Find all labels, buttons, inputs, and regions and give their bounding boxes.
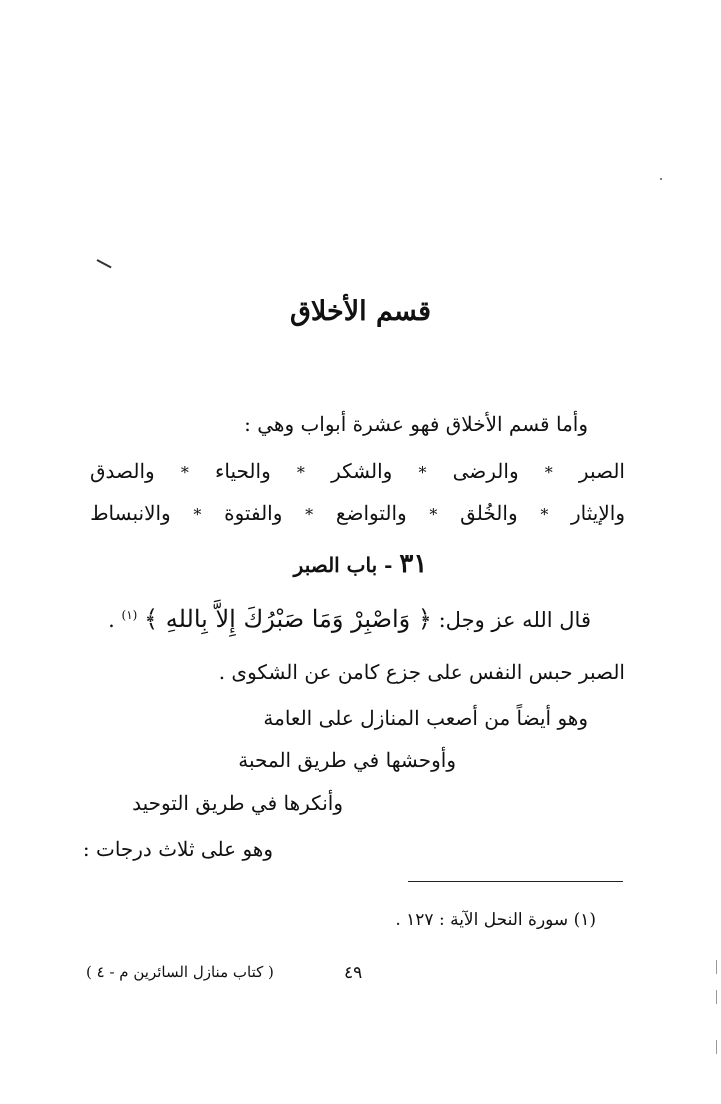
chapter-heading [0, 549, 721, 579]
definition-line: الصبر حبس النفس على جزع كامن عن الشكوى . [218, 660, 625, 684]
text-line: وأوحشها في طريق المحبة [238, 748, 456, 772]
separator-star: * [429, 505, 438, 524]
intro-line: وأما قسم الأخلاق فهو عشرة أبواب وهي : [244, 412, 588, 436]
separator-star: * [540, 505, 549, 524]
page-number: ٤٩ [344, 963, 363, 983]
separator-star: * [544, 463, 553, 482]
virtue-item: والتواضع [335, 501, 407, 525]
virtues-row-1 [90, 459, 625, 483]
separator-star: * [296, 463, 305, 482]
footnote: (١) سورة النحل الآية : ١٢٧ . [395, 910, 596, 930]
virtue-item: والحياء [214, 459, 271, 483]
virtue-item: والفتوة [224, 501, 283, 525]
separator-star: * [418, 463, 427, 482]
footnote-reference: (١) [121, 608, 138, 622]
virtue-item: والإيثار [571, 501, 625, 525]
quran-intro: قال الله عز وجل: [438, 608, 591, 632]
book-reference: ( كتاب منازل السائرين م - ٤ ) [86, 963, 274, 981]
scan-edge-mark [716, 960, 717, 974]
text-line: وأنكرها في طريق التوحيد [132, 791, 343, 815]
quran-citation [108, 605, 591, 633]
scan-stroke [97, 259, 112, 268]
virtue-item: والشكر [331, 459, 393, 483]
virtue-item: والرضى [452, 459, 519, 483]
virtue-item: والصدق [90, 459, 155, 483]
section-title: قسم الأخلاق [289, 296, 431, 327]
virtue-item: الصبر [578, 459, 625, 483]
text-line: وهو أيضاً من أصعب المنازل على العامة [263, 706, 588, 730]
chapter-title: - باب الصبر [293, 553, 393, 577]
scan-edge-mark [716, 1040, 717, 1054]
quran-verse: ﴿ وَاصْبِرْ وَمَا صَبْرُكَ إِلاَّ بِاللهِ ﴾ [144, 605, 432, 633]
virtue-item: والخُلق [460, 501, 518, 525]
scan-speck [660, 178, 662, 180]
virtue-item: والانبساط [90, 501, 171, 525]
quran-period: . [108, 608, 115, 632]
separator-star: * [305, 505, 314, 524]
chapter-number: ٣١ [399, 549, 428, 579]
footnote-divider [408, 881, 623, 882]
separator-star: * [180, 463, 189, 482]
text-line: وهو على ثلاث درجات : [82, 837, 273, 861]
scan-edge-mark [716, 990, 717, 1004]
virtues-row-2 [90, 501, 625, 525]
separator-star: * [193, 505, 202, 524]
